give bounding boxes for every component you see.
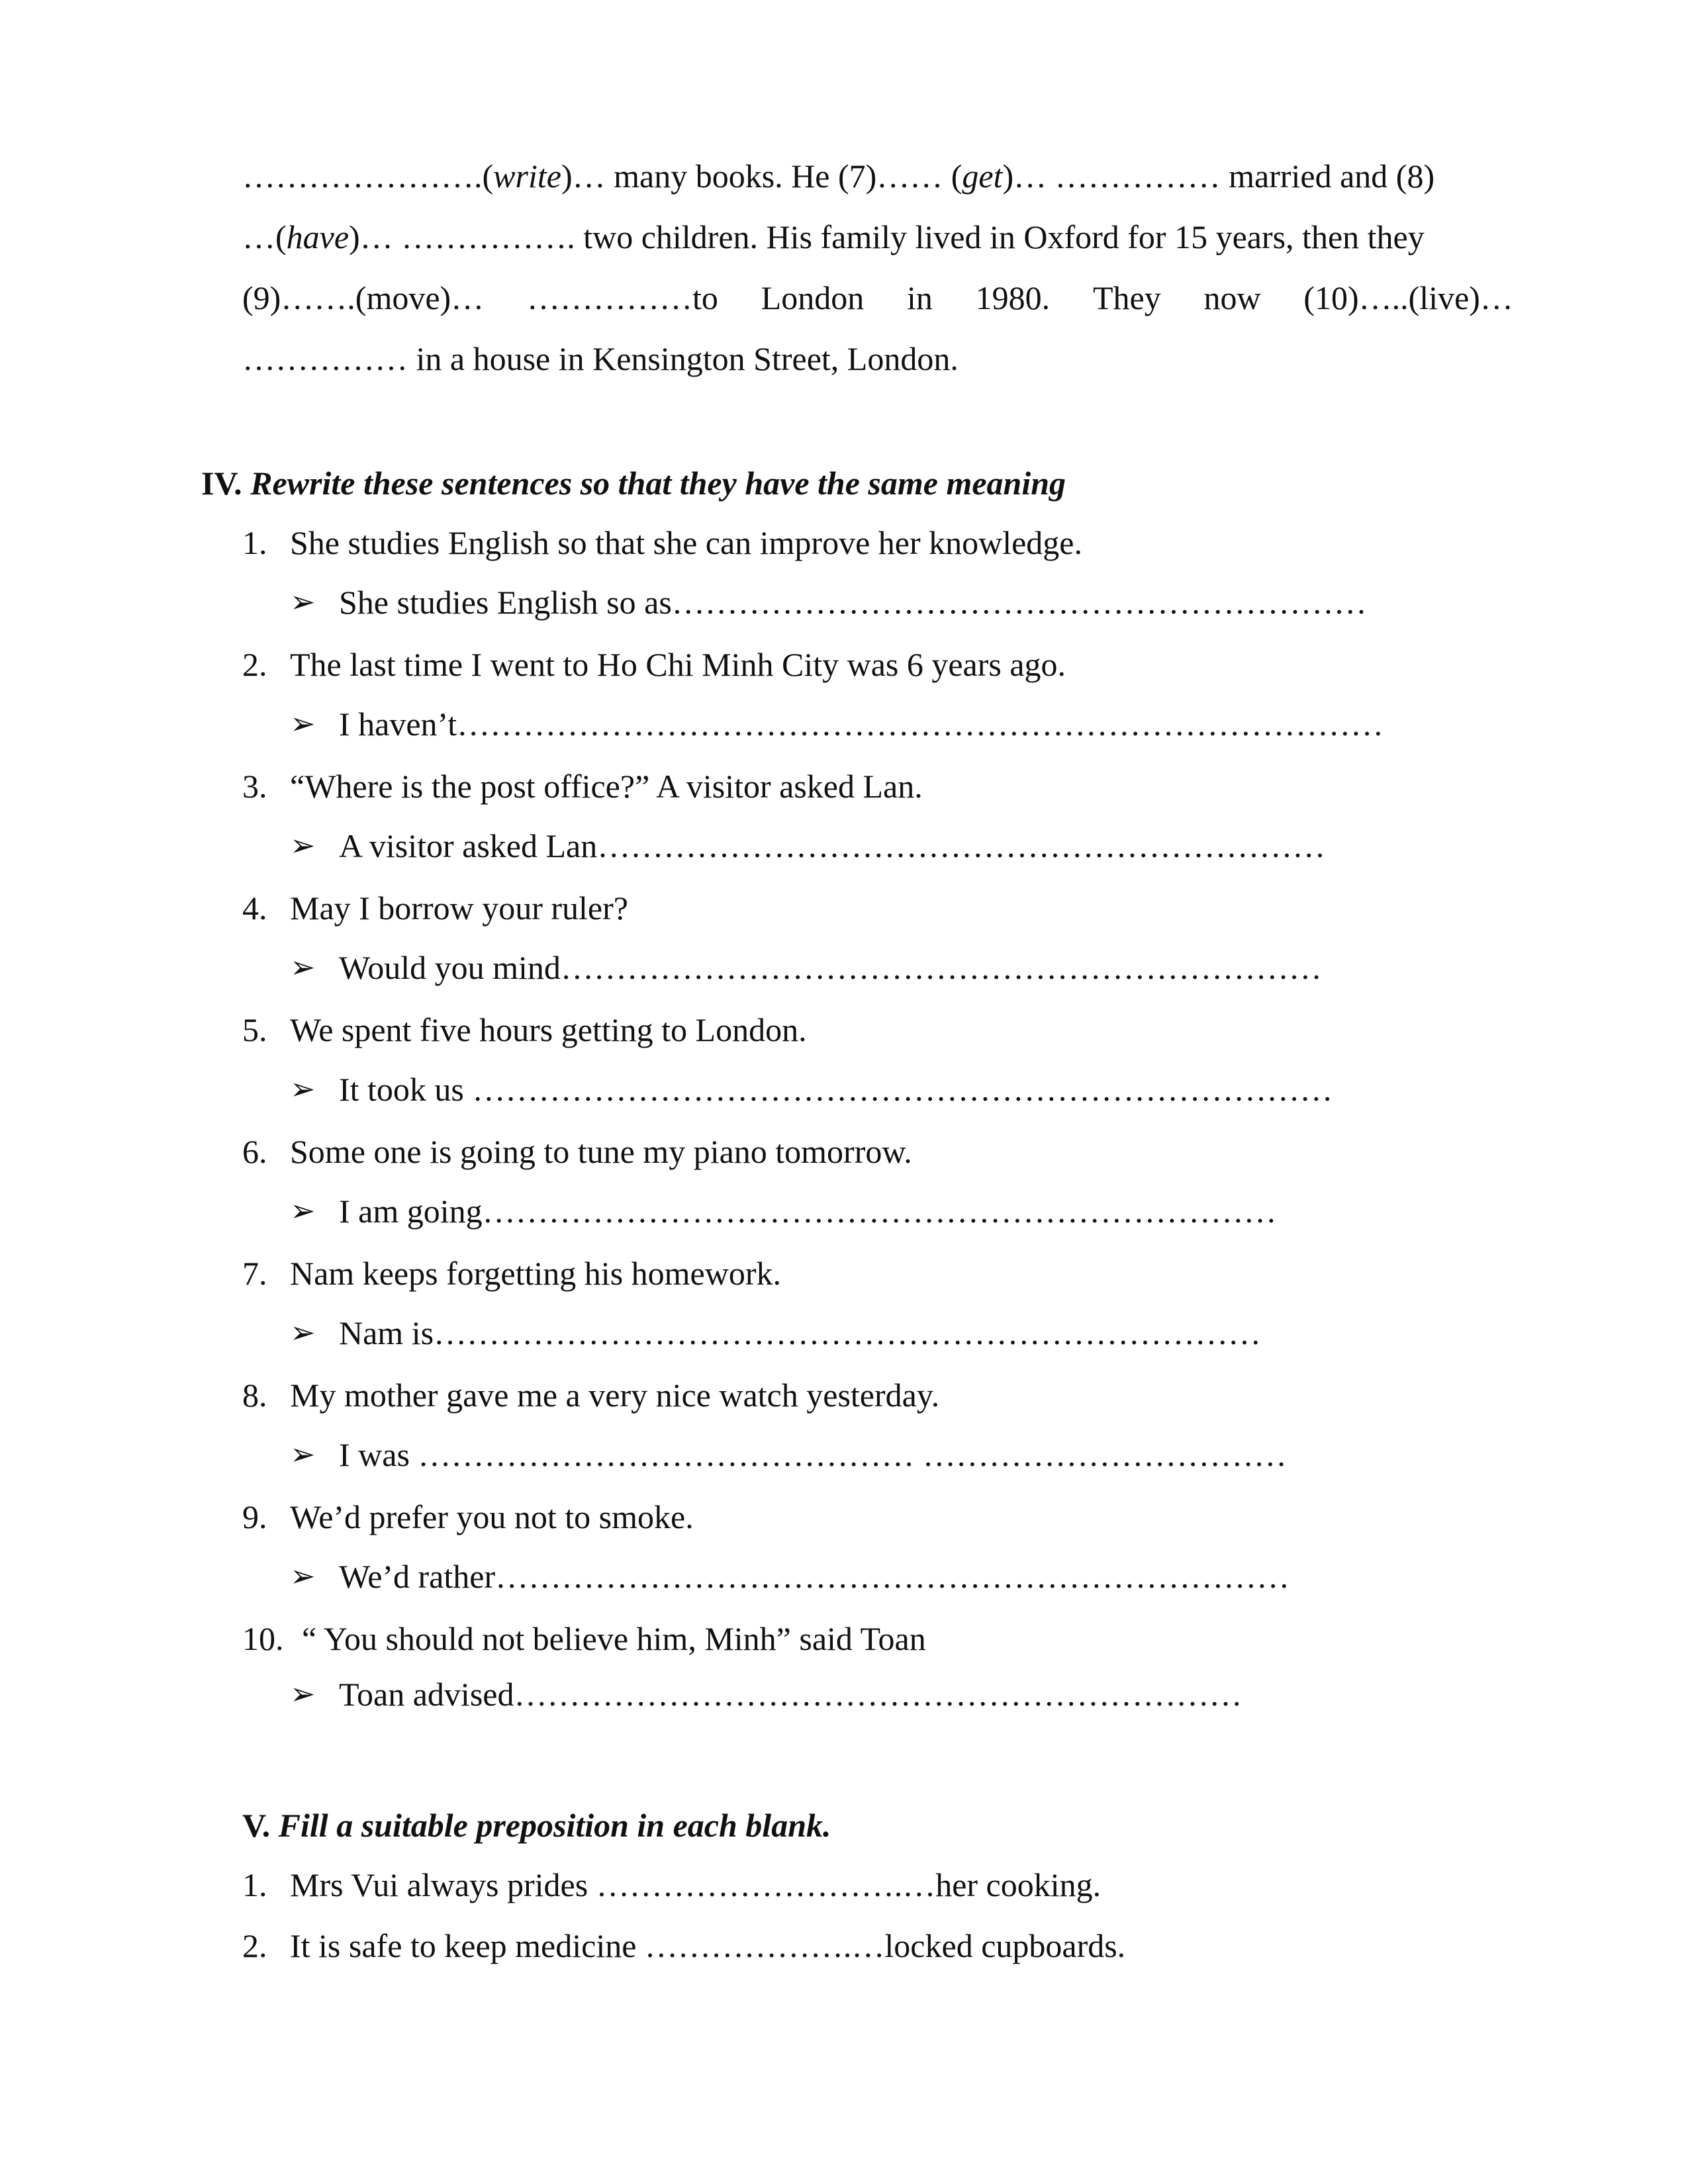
section-title: Fill a suitable preposition in each blank. — [278, 1807, 831, 1844]
answer-prompt: Toan advised………………………………………………………… — [339, 1676, 1243, 1713]
question-number: 1. — [242, 524, 267, 561]
answer-prompt: It took us …………………………………………………………………… — [339, 1071, 1333, 1108]
question-number: 2. — [242, 1927, 267, 1964]
question-text: We spent five hours getting to London. — [290, 1011, 807, 1048]
question-text: The last time I went to Ho Chi Minh City was 6 years ago. — [290, 646, 1066, 683]
answer-prompt: I was ……………………………………… …………………………… — [339, 1436, 1287, 1473]
question-number: 10. — [242, 1620, 284, 1657]
answer-prompt: A visitor asked Lan………………………………………………………… — [339, 827, 1326, 864]
question-number: 2. — [242, 646, 267, 683]
passage-word: They — [1092, 279, 1161, 316]
verb-hint: have — [286, 218, 350, 255]
passage-word: (9)…….(move)… — [242, 279, 485, 316]
section-number: IV — [201, 465, 234, 502]
passage-word: (10)…..(live)… — [1303, 279, 1513, 316]
arrowhead-bullet-icon: ➢ — [290, 1316, 316, 1349]
question-number: 9. — [242, 1498, 267, 1535]
section-title: Rewrite these sentences so that they have the same meaning — [250, 465, 1066, 502]
question-number: 1. — [242, 1866, 267, 1903]
question-text: “ You should not believe him, Minh” said Toan — [302, 1620, 926, 1657]
passage-text: ………………….( — [242, 158, 494, 195]
arrowhead-bullet-icon: ➢ — [290, 585, 316, 619]
passage-line-4 — [242, 339, 959, 379]
arrowhead-bullet-icon: ➢ — [290, 1072, 316, 1106]
question-number: 4. — [242, 889, 267, 927]
question-number: 6. — [242, 1133, 267, 1170]
question-text: She studies English so that she can improve her knowledge. — [290, 524, 1082, 561]
passage-line-3 — [242, 278, 1513, 318]
passage-word: London — [761, 279, 865, 316]
passage-word: now — [1203, 279, 1261, 316]
question-text: It is safe to keep medicine ……………….…locked cupboards. — [290, 1927, 1126, 1964]
passage-word: 1980. — [975, 279, 1051, 316]
passage-word: in — [906, 279, 933, 316]
passage-line-2 — [242, 217, 1425, 257]
question-number: 5. — [242, 1011, 267, 1048]
question-number: 3. — [242, 768, 267, 805]
question-text: Nam keeps forgetting his homework. — [290, 1255, 781, 1292]
question-text: May I borrow your ruler? — [290, 889, 628, 927]
question-text: Mrs Vui always prides ……………………….…her cooking. — [290, 1866, 1102, 1903]
answer-prompt: She studies English so as……………………………………………………… — [339, 584, 1367, 621]
arrowhead-bullet-icon: ➢ — [290, 707, 316, 741]
verb-hint: write — [493, 158, 561, 195]
answer-prompt: We’d rather……………………………………………………………… — [339, 1558, 1290, 1595]
question-number: 7. — [242, 1255, 267, 1292]
section-number: V. — [242, 1807, 271, 1844]
passage-text: )… …………… married and (8) — [1002, 158, 1435, 195]
passage-text: )… ……………. two children. His family lived in Oxford for 15 years, then they — [349, 218, 1425, 255]
arrowhead-bullet-icon: ➢ — [290, 950, 316, 984]
passage-word: ……………to — [526, 279, 718, 316]
passage-text: …………… in a house in Kensington Street, London. — [242, 340, 959, 377]
passage-text: )… many books. He (7)…… ( — [561, 158, 962, 195]
answer-prompt: I am going……………………………………………………………… — [339, 1193, 1277, 1230]
arrowhead-bullet-icon: ➢ — [290, 1559, 316, 1593]
passage-line-1 — [242, 156, 1434, 196]
section-iv-heading: IV. Rewrite these sentences so that they have the same meaning — [201, 465, 1066, 502]
question-text: Some one is going to tune my piano tomorrow. — [290, 1133, 912, 1170]
arrowhead-bullet-icon: ➢ — [290, 829, 316, 862]
question-text: My mother gave me a very nice watch yesterday. — [290, 1377, 940, 1414]
verb-hint: get — [962, 158, 1003, 195]
question-number: 8. — [242, 1377, 267, 1414]
answer-prompt: I haven’t………………………………………………………………………… — [339, 705, 1384, 743]
answer-prompt: Nam is………………………………………………………………… — [339, 1314, 1262, 1351]
arrowhead-bullet-icon: ➢ — [290, 1437, 316, 1471]
section-v-heading — [242, 1805, 831, 1845]
passage-text: …( — [242, 218, 287, 255]
question-text: We’d prefer you not to smoke. — [290, 1498, 694, 1535]
answer-prompt: Would you mind…………………………………………………………… — [339, 949, 1322, 986]
question-text: “Where is the post office?” A visitor asked Lan. — [290, 768, 923, 805]
arrowhead-bullet-icon: ➢ — [290, 1194, 316, 1228]
arrowhead-bullet-icon: ➢ — [290, 1677, 316, 1711]
